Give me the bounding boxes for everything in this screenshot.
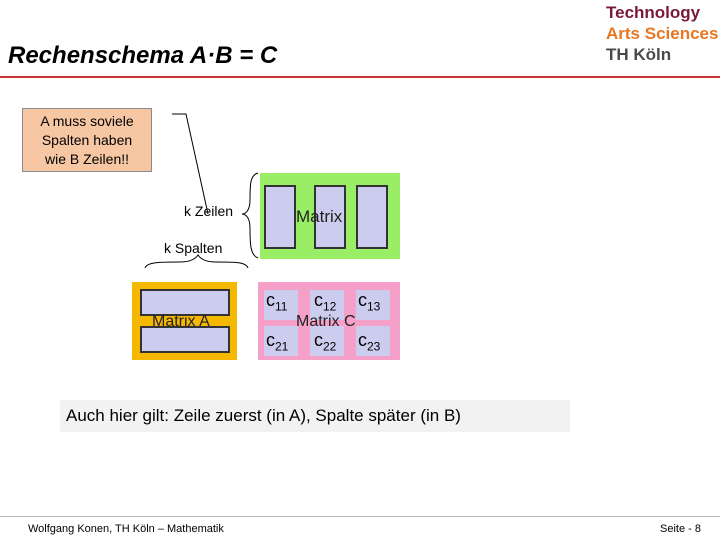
footer-author: Wolfgang Konen, TH Köln – Mathematik — [28, 523, 224, 535]
callout-line-3: wie B Zeilen!! — [44, 151, 130, 167]
matrix-c-entry: $c_{11}$ — [266, 290, 288, 314]
th-koeln-logo — [606, 2, 720, 65]
callout-leader-line — [172, 114, 208, 214]
page-number: Seite - 8 — [660, 523, 701, 535]
matrix-c-entry: $c_{22}$ — [314, 330, 337, 354]
rule-note: Auch hier gilt: Zeile zuerst (in A), Spalte später (in B) — [60, 400, 570, 432]
columns-brace — [145, 255, 248, 268]
footer-divider — [0, 516, 720, 517]
matrix-b-column — [264, 185, 296, 249]
rows-brace — [242, 173, 258, 258]
logo-line-th-koeln: TH Köln — [606, 45, 672, 64]
matrix-b-column — [356, 185, 388, 249]
k-spalten-label: k Spalten — [164, 240, 223, 256]
logo-line-technology: Technology — [606, 3, 701, 22]
callout-line-2: Spalten haben — [41, 132, 133, 148]
matrix-c-entry: $c_{12}$ — [314, 290, 337, 314]
callout-line-1: A muss soviele — [40, 113, 134, 129]
slide-title: Rechenschema A·B = C — [8, 42, 278, 69]
matrix-c-entry: $c_{13}$ — [358, 290, 381, 314]
matrix-c-label: Matrix C — [296, 313, 356, 330]
matrix-c-entry: $c_{23}$ — [358, 330, 381, 354]
matrix-b-label: Matrix — [296, 207, 343, 226]
callout-box — [22, 108, 152, 172]
title-divider — [0, 76, 720, 78]
matrix-a-label: Matrix A — [152, 313, 210, 330]
k-zeilen-label: k Zeilen — [184, 203, 234, 219]
matrix-a-row — [140, 289, 230, 316]
logo-line-arts-sciences: Arts Sciences — [606, 24, 719, 43]
matrix-c-entry: $c_{21}$ — [266, 330, 289, 354]
